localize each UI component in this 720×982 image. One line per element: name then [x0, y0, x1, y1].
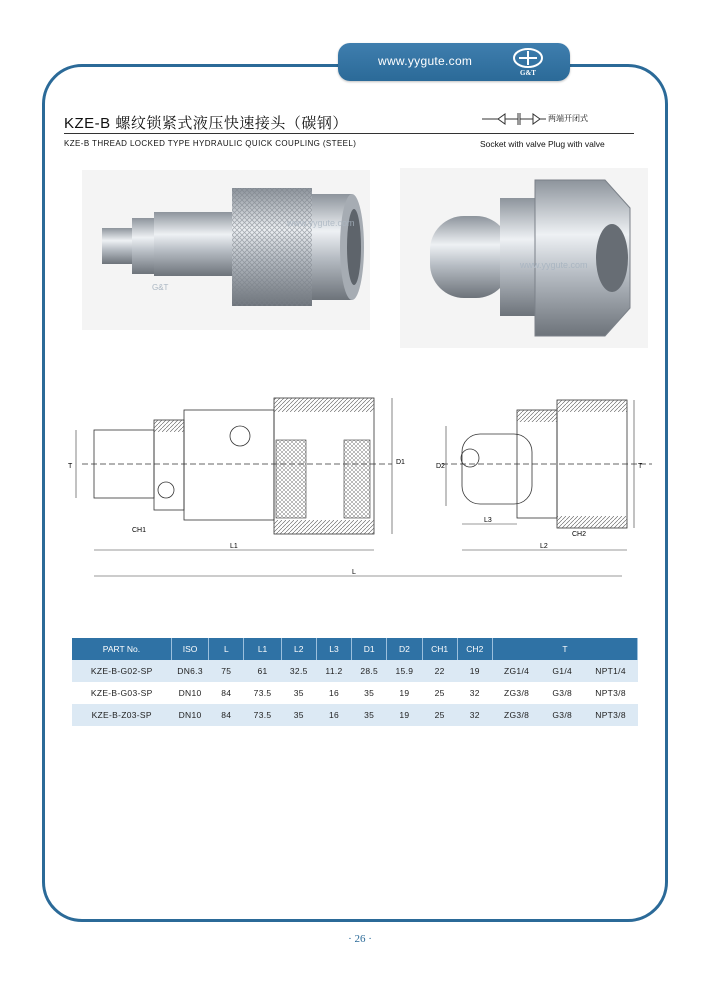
col-header: ISO	[171, 638, 208, 660]
photo2-watermark: www.yygute.com	[520, 260, 588, 270]
cell-l: 84	[209, 682, 244, 704]
title-english: KZE-B THREAD LOCKED TYPE HYDRAULIC QUICK COUPLING (STEEL)	[64, 139, 357, 148]
cell-part: KZE-B-Z03-SP	[72, 704, 171, 726]
socket-photo	[82, 170, 370, 330]
cell-iso: DN6.3	[171, 660, 208, 682]
cell-d2: 19	[387, 682, 422, 704]
title-chinese: KZE-B 螺纹锁紧式液压快速接头（碳钢）	[64, 115, 348, 132]
dim-ch1: CH1	[132, 527, 147, 534]
cell-l2: 32.5	[281, 660, 316, 682]
thread-g: G3/8	[552, 710, 573, 720]
plug-illustration	[400, 168, 648, 348]
cell-ch1: 22	[422, 660, 457, 682]
dim-d1: D1	[396, 459, 405, 466]
spec-table	[72, 638, 638, 726]
thread-zg: ZG3/8	[504, 688, 530, 698]
cell-d1: 35	[352, 704, 387, 726]
dim-t-right: T	[638, 463, 643, 470]
cell-l1: 73.5	[244, 704, 281, 726]
cell-t	[492, 660, 637, 682]
cell-d2: 19	[387, 704, 422, 726]
table-row	[72, 660, 638, 682]
cell-t	[492, 704, 637, 726]
cell-l: 84	[209, 704, 244, 726]
symbol-label: 两端开闭式	[548, 114, 588, 123]
socket-illustration	[82, 170, 370, 330]
col-header: L1	[244, 638, 281, 660]
table-row	[72, 704, 638, 726]
cell-ch1: 25	[422, 682, 457, 704]
cell-ch2: 32	[457, 704, 492, 726]
cell-t	[492, 682, 637, 704]
cell-iso: DN10	[171, 682, 208, 704]
table-header-row	[72, 638, 638, 660]
cell-ch1: 25	[422, 704, 457, 726]
col-header: L3	[316, 638, 351, 660]
thread-npt: NPT3/8	[595, 710, 626, 720]
cell-l2: 35	[281, 704, 316, 726]
dim-l1: L1	[230, 543, 238, 550]
gt-logo-icon	[508, 47, 548, 77]
cell-d2: 15.9	[387, 660, 422, 682]
logo-text: G&T	[520, 69, 536, 77]
col-header: T	[492, 638, 637, 660]
dim-t-left: T	[68, 463, 73, 470]
thread-zg: ZG3/8	[504, 710, 530, 720]
col-header: CH1	[422, 638, 457, 660]
dim-ch2: CH2	[572, 531, 587, 538]
col-header: L2	[281, 638, 316, 660]
cell-l2: 35	[281, 682, 316, 704]
dim-l3: L3	[484, 517, 492, 524]
plug-photo	[400, 168, 648, 348]
cell-l: 75	[209, 660, 244, 682]
cell-part: KZE-B-G02-SP	[72, 660, 171, 682]
cell-part: KZE-B-G03-SP	[72, 682, 171, 704]
cell-ch2: 19	[457, 660, 492, 682]
dim-l: L	[352, 569, 356, 576]
col-header: PART No.	[72, 638, 171, 660]
cell-l3: 16	[316, 682, 351, 704]
dim-l2: L2	[540, 543, 548, 550]
cell-l3: 11.2	[316, 660, 351, 682]
thread-g: G1/4	[552, 666, 573, 676]
cell-iso: DN10	[171, 704, 208, 726]
dim-d2: D2	[436, 463, 445, 470]
header-tab	[338, 43, 570, 81]
thread-g: G3/8	[552, 688, 573, 698]
cell-l1: 61	[244, 660, 281, 682]
col-header: CH2	[457, 638, 492, 660]
thread-zg: ZG1/4	[504, 666, 530, 676]
title-rule	[64, 133, 634, 134]
photo-watermark-logo: G&T	[152, 283, 169, 292]
cell-d1: 35	[352, 682, 387, 704]
cell-l1: 73.5	[244, 682, 281, 704]
cell-d1: 28.5	[352, 660, 387, 682]
table-row	[72, 682, 638, 704]
valve-legend: Socket with valve Plug with valve	[480, 139, 605, 149]
col-header: D1	[352, 638, 387, 660]
photo-watermark: www.yygute.com	[287, 218, 355, 228]
cell-ch2: 32	[457, 682, 492, 704]
thread-npt: NPT3/8	[595, 688, 626, 698]
col-header: L	[209, 638, 244, 660]
thread-npt: NPT1/4	[595, 666, 626, 676]
cell-l3: 16	[316, 704, 351, 726]
technical-drawing	[62, 380, 652, 590]
website-url[interactable]: www.yygute.com	[378, 54, 473, 68]
col-header: D2	[387, 638, 422, 660]
page-number: · 26 ·	[348, 933, 372, 945]
